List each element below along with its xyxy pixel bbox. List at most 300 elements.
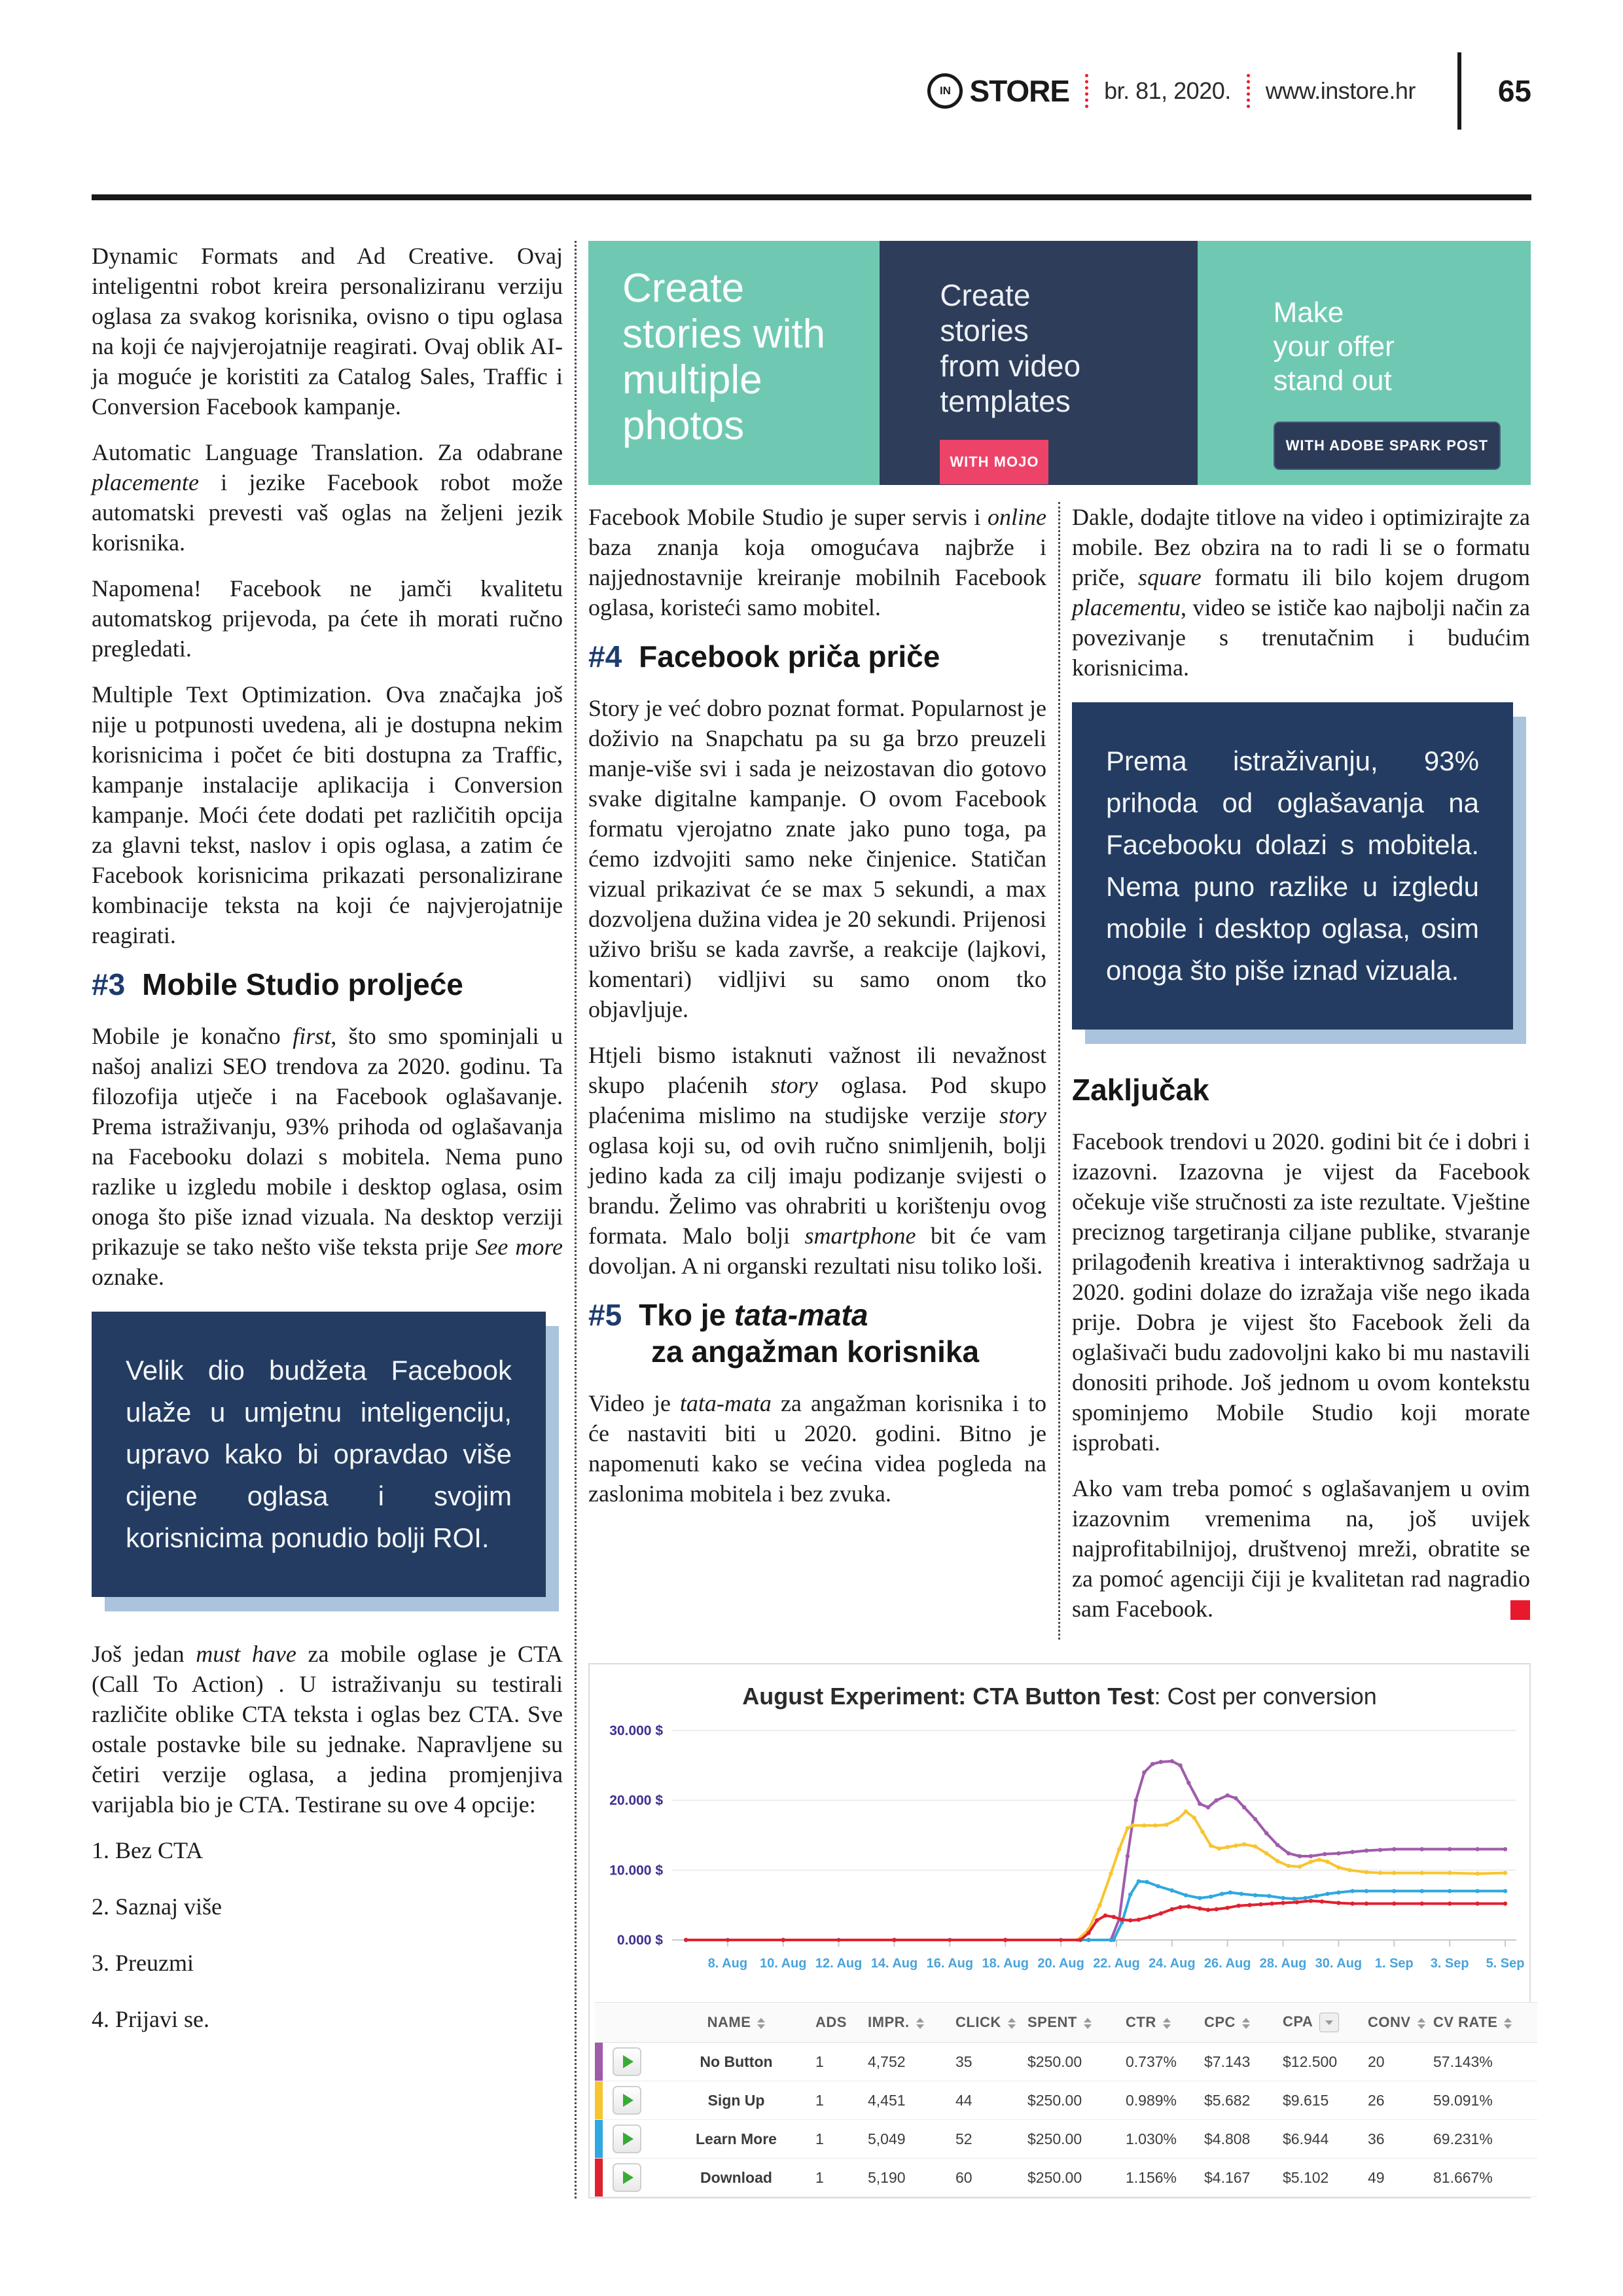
data-point-marker	[1309, 1899, 1313, 1903]
right-zone	[588, 241, 1531, 2198]
data-point-marker	[1364, 1889, 1368, 1893]
table-row	[595, 2081, 1537, 2120]
data-point-marker	[1184, 1893, 1188, 1897]
table-cell: 1	[815, 2120, 867, 2159]
data-point-marker	[1142, 1770, 1146, 1774]
data-point-marker	[1170, 1907, 1174, 1911]
table-cell: 59.091%	[1433, 2081, 1537, 2120]
data-point-marker	[1200, 1830, 1204, 1834]
play-button[interactable]	[613, 2086, 641, 2115]
column-header-conv	[1367, 2003, 1433, 2043]
table-cell: 4,752	[867, 2043, 955, 2081]
text-run: oglasa. Pod skupo plaćenima mislimo na studijske verzije	[588, 1072, 1047, 1128]
data-point-marker	[1303, 1896, 1307, 1900]
data-point-marker	[1325, 1859, 1329, 1863]
text-run: Ako vam treba pomoć s oglašavanjem u ovim izazovnim vremenima na, još uvijek najprofitabilnijoj, društvenoj mreži, obratite se za pomoć agenciji čiji je kvalitetan rad nagradio sam Facebook.	[1072, 1475, 1530, 1622]
italic-text: placemente	[92, 469, 199, 495]
sort-up-icon	[916, 2018, 924, 2022]
x-axis-tick-label: 1. Sep	[1374, 1956, 1414, 1971]
x-axis-tick-label: 30. Aug	[1315, 1956, 1363, 1971]
table-cell: 81.667%	[1433, 2159, 1537, 2197]
table-cell: 60	[955, 2159, 1027, 2197]
list-item: 1. Bez CTA	[92, 1837, 204, 1863]
data-point-marker	[1350, 1850, 1354, 1854]
issue-number: br. 81, 2020.	[1104, 77, 1231, 104]
column-header-label: IMPR.	[868, 2014, 910, 2030]
cta-chart-svg	[595, 1714, 1524, 1996]
table-cell: $4.808	[1204, 2120, 1282, 2159]
table-cell: 49	[1367, 2159, 1433, 2197]
list-item: 3. Preuzmi	[92, 1950, 194, 1976]
x-axis-tick-label: 16. Aug	[926, 1956, 974, 1971]
sort-up-icon	[1084, 2018, 1092, 2022]
text-run: Story je već dobro poznat format. Popularnost je doživio na Snapchatu pa su ga brzo preuzeli manje-više svi i sada je neizostavan dio gotovo svake digitalne kampanje. O ovom Facebook formatu vjerojatno znate jako puno toga, pa ćemo izdvojiti samo neke činjenice. Statičan vizual prikazivat će se max 5 sekundi, a max dozvoljena dužina videa je 20 sekundi. Prijenosi uživo brišu se kada završe, a reakcije (lajkovi, komentari) vidljivi su samo onom tko objavljuje.	[588, 695, 1046, 1022]
data-point-marker	[1298, 1865, 1302, 1869]
data-point-marker	[1209, 1895, 1213, 1899]
data-point-marker	[1206, 1805, 1210, 1809]
chart-title-bold: August Experiment: CTA Button Test	[742, 1683, 1154, 1710]
section-heading	[92, 966, 563, 1003]
text-run: Mobile Studio proljeće	[142, 967, 463, 1001]
data-point-marker	[1159, 1760, 1163, 1764]
column-header-label: CPA	[1283, 2013, 1313, 2030]
data-point-marker	[1112, 1915, 1116, 1919]
data-point-marker	[1103, 1914, 1107, 1918]
data-point-marker	[1420, 1901, 1424, 1905]
data-point-marker	[1109, 1872, 1113, 1876]
x-axis-tick-label: 20. Aug	[1037, 1956, 1084, 1971]
data-point-marker	[1186, 1905, 1190, 1909]
data-point-marker	[1128, 1893, 1132, 1897]
section-heading	[588, 638, 1046, 675]
data-point-marker	[1503, 1847, 1507, 1851]
text-run: i jezike Facebook robot može automatski prevesti vaš oglas na željeni jezik korisnika.	[92, 469, 563, 556]
column-header-label: CONV	[1368, 2014, 1411, 2030]
data-point-marker	[1287, 1852, 1291, 1856]
table-cell: $12.500	[1282, 2043, 1367, 2081]
table-cell: $7.143	[1204, 2043, 1282, 2081]
table-cell: $250.00	[1027, 2120, 1125, 2159]
list-item: 4. Prijavi se.	[92, 2006, 209, 2032]
column-header-cpa	[1282, 2003, 1367, 2043]
data-point-marker	[1392, 1889, 1396, 1893]
table-header-spacer	[595, 2003, 658, 2043]
data-point-marker	[1137, 1918, 1141, 1922]
quote-box: Velik dio budžeta Facebook ulaže u umjetnu inteligenciju, upravo kako bi opravdao više cijene oglasa i svojim korisnicima ponudio bolji ROI.	[92, 1312, 546, 1597]
italic-text: See more	[475, 1234, 563, 1260]
text-run: baza znanja koja omogućava najbrže i najjednostavnije kreiranje mobilnih Facebook oglasa, koristeći samo mobitel.	[588, 534, 1046, 620]
data-point-marker	[1267, 1894, 1271, 1898]
data-point-marker	[1217, 1846, 1221, 1850]
row-name: Download	[658, 2159, 815, 2197]
x-axis-tick-label: 10. Aug	[759, 1956, 807, 1971]
series-color-stripe	[595, 2043, 603, 2081]
italic-text: first	[293, 1023, 331, 1049]
data-point-marker	[1298, 1854, 1302, 1858]
x-axis-tick-label: 18. Aug	[982, 1956, 1029, 1971]
italic-text: story	[999, 1102, 1046, 1128]
data-point-marker	[1145, 1880, 1149, 1884]
column-header-label: CTR	[1126, 2014, 1156, 2030]
play-button[interactable]	[613, 2047, 641, 2076]
data-point-marker	[1309, 1854, 1313, 1858]
data-point-marker	[1095, 1918, 1099, 1922]
text-run: Zaključak	[1072, 1073, 1209, 1107]
sort-up-icon	[1504, 2018, 1512, 2022]
data-point-marker	[1392, 1847, 1396, 1851]
table-cell: 1	[815, 2081, 867, 2120]
data-point-marker	[1175, 1817, 1179, 1821]
data-point-marker	[1420, 1889, 1424, 1893]
data-point-marker	[1220, 1892, 1224, 1895]
sort-icon[interactable]	[1008, 2018, 1016, 2029]
banner-line: photos	[622, 403, 745, 448]
table-cell: 1	[815, 2159, 867, 2197]
column-separator	[575, 241, 577, 2198]
table-cell: $250.00	[1027, 2081, 1125, 2120]
text-run: Automatic Language Translation. Za odabrane	[92, 439, 563, 465]
data-point-marker	[1215, 1907, 1219, 1911]
data-point-marker	[1112, 1938, 1116, 1942]
data-point-marker	[1003, 1938, 1007, 1942]
data-point-marker	[1226, 1906, 1230, 1910]
data-point-marker	[1336, 1852, 1340, 1856]
table-cell: 35	[955, 2043, 1027, 2081]
table-cell: 0.737%	[1125, 2043, 1204, 2081]
data-point-marker	[1242, 1842, 1246, 1846]
banner-line: templates	[940, 384, 1071, 418]
data-point-marker	[1142, 1823, 1146, 1827]
y-axis-tick-label: 0.000 $	[616, 1933, 663, 1948]
sort-up-icon	[1242, 2018, 1250, 2022]
data-point-marker	[1475, 1901, 1479, 1905]
data-point-marker	[1126, 1826, 1130, 1830]
text-run: Facebook trendovi u 2020. godini bit će i dobri i izazovni. Izazovna je vijest da Facebook očekuje više stručnosti za iste rezultate. Vještine preciznog targetiranja ciljane publike, stvaranje prilagođenih kreativa i interaktivnog sadržaja u 2020. godini dolaze do izražaja više nego ikada prije. Dobra je vijest što Facebook želi da oglašivači budu zadovoljni kako bi mu nastavili donositi prihode. Još jednom u ovom kontekstu spominjemo Mobile Studio koji morate isprobati.	[1072, 1128, 1530, 1456]
text-run: Još jedan	[92, 1641, 196, 1667]
page-number: 65	[1497, 74, 1531, 108]
data-point-marker	[1448, 1871, 1452, 1874]
sort-down-icon	[1008, 2024, 1016, 2029]
data-point-marker	[1215, 1799, 1219, 1803]
data-point-marker	[1148, 1915, 1152, 1919]
data-point-marker	[1503, 1901, 1507, 1905]
sort-down-icon	[1163, 2024, 1171, 2029]
table-cell: $5.682	[1204, 2081, 1282, 2120]
data-point-marker	[1336, 1890, 1340, 1894]
data-point-marker	[1392, 1871, 1396, 1874]
row-name: No Button	[658, 2043, 815, 2081]
y-axis-tick-label: 10.000 $	[609, 1863, 663, 1878]
cta-results-table	[595, 2002, 1537, 2197]
row-name: Sign Up	[658, 2081, 815, 2120]
data-point-marker	[1325, 1892, 1329, 1895]
banner-line: from video	[940, 349, 1081, 383]
sort-down-icon	[1504, 2024, 1512, 2029]
data-point-marker	[1350, 1901, 1354, 1905]
banner-line: stories with	[622, 312, 826, 357]
data-point-marker	[1364, 1901, 1368, 1905]
data-point-marker	[1237, 1904, 1241, 1908]
table-cell: 57.143%	[1433, 2043, 1537, 2081]
article-paragraph	[92, 437, 563, 558]
section-heading	[588, 1297, 1046, 1370]
article-paragraph	[588, 1040, 1046, 1281]
play-icon	[623, 2132, 633, 2145]
data-point-marker	[1198, 1907, 1202, 1910]
header-divider-dots	[1247, 74, 1250, 108]
italic-text: placementu	[1072, 594, 1181, 620]
data-point-marker	[1117, 1847, 1121, 1851]
article-paragraph	[588, 1388, 1046, 1509]
text-run: oglasa koji su, od ovih ručno snimljenih, bolji jedino kada za cilj imaju podizanje svijesti o brandu. Želimo vas ohrabriti u korištenju ovog formata. Malo bolji	[588, 1132, 1046, 1249]
data-point-marker	[1128, 1918, 1132, 1922]
play-button[interactable]	[613, 2163, 641, 2192]
data-point-marker	[1503, 1871, 1507, 1874]
data-point-marker	[1281, 1901, 1285, 1905]
text-run: Mobile je konačno	[92, 1023, 293, 1049]
banner-line: Make	[1273, 296, 1344, 329]
italic-text: story	[770, 1072, 818, 1098]
sort-icon[interactable]	[757, 2018, 765, 2029]
text-run: Multiple Text Optimization. Ova značajka još nije u potpunosti uvedena, ali je dostupna nekim korisnicima i počet će biti dostupna za Traffic, kampanje instalacije aplikacija i Conversion kampanje. Moći ćete dodati pet različitih opcija za glavni tekst, naslov i opis oglasa, a zatim će Facebook korisnicima prikazati personalizirane kombinacije teksta na koji će najvjerojatnije reagirati.	[92, 681, 563, 948]
data-point-marker	[1253, 1817, 1257, 1821]
x-axis-tick-label: 22. Aug	[1093, 1956, 1140, 1971]
italic-text: tata-mata	[734, 1298, 868, 1332]
x-axis-tick-label: 26. Aug	[1204, 1956, 1251, 1971]
x-axis-tick-label: 14. Aug	[870, 1956, 918, 1971]
table-cell: 4,451	[867, 2081, 955, 2120]
data-point-marker	[1170, 1759, 1174, 1763]
series-color-stripe	[595, 2120, 603, 2159]
data-point-marker	[1347, 1868, 1351, 1872]
text-run: Facebook Mobile Studio je super servis i	[588, 504, 988, 530]
text-run: Tko je	[639, 1298, 734, 1332]
data-point-marker	[1270, 1901, 1274, 1905]
sort-up-icon	[1418, 2018, 1425, 2022]
sort-icon[interactable]	[1084, 2018, 1092, 2029]
play-cell	[603, 2043, 658, 2081]
article-paragraph	[92, 1639, 563, 1820]
x-axis-tick-label: 12. Aug	[815, 1956, 863, 1971]
heading-text-line2	[651, 1333, 1046, 1370]
table-row	[595, 2159, 1537, 2197]
italic-text: tata-mata	[679, 1390, 772, 1416]
table-cell: 20	[1367, 2043, 1433, 2081]
x-axis-tick-label: 3. Sep	[1430, 1956, 1469, 1971]
banner-line: stories	[940, 314, 1029, 348]
sort-icon[interactable]	[1242, 2018, 1250, 2029]
data-point-marker	[1475, 1847, 1479, 1851]
table-cell: $4.167	[1204, 2159, 1282, 2197]
website-url: www.instore.hr	[1265, 77, 1416, 104]
chart-title	[595, 1683, 1524, 1710]
table-cell: $9.615	[1282, 2081, 1367, 2120]
play-icon	[623, 2055, 633, 2068]
data-point-marker	[1323, 1852, 1327, 1856]
text-run: Napomena! Facebook ne jamči kvalitetu automatskog prijevoda, pa ćete ih morati ručno pregledati.	[92, 575, 563, 662]
data-point-marker	[1198, 1896, 1202, 1900]
table-cell: 5,190	[867, 2159, 955, 2197]
x-axis-tick-label: 28. Aug	[1259, 1956, 1307, 1971]
banner-panel	[880, 241, 1197, 485]
article-body	[92, 241, 1531, 2198]
article-paragraph	[1072, 1126, 1530, 1458]
y-axis-tick-label: 20.000 $	[609, 1793, 663, 1808]
data-point-marker	[1242, 1805, 1246, 1809]
data-point-marker	[1392, 1901, 1396, 1905]
text-run: za angažman korisnika i to će nastaviti biti u 2020. godini. Bitno je napomenuti kako se većina videa pogleda na zaslonima mobitela i bez zvuka.	[588, 1390, 1047, 1507]
column-header-ctr	[1125, 2003, 1204, 2043]
column-header-cvrate	[1433, 2003, 1537, 2043]
active-sort-button[interactable]	[1319, 2013, 1339, 2032]
data-point-marker	[1264, 1831, 1268, 1835]
data-point-marker	[1134, 1799, 1138, 1803]
table-cell: $5.102	[1282, 2159, 1367, 2197]
data-point-marker	[1317, 1857, 1321, 1861]
table-cell: $250.00	[1027, 2043, 1125, 2081]
table-cell: 5,049	[867, 2120, 955, 2159]
table-cell: 1.030%	[1125, 2120, 1204, 2159]
play-cell	[603, 2159, 658, 2197]
heading-text	[1072, 1073, 1209, 1107]
table-cell: $6.944	[1282, 2120, 1367, 2159]
banner-panel	[1198, 241, 1531, 485]
column-header-label: SPENT	[1027, 2014, 1077, 2030]
data-point-marker	[1097, 1903, 1101, 1907]
list-item: 2. Saznaj više	[92, 1893, 222, 1920]
play-icon	[623, 2094, 633, 2107]
article-end-marker	[1510, 1600, 1530, 1620]
data-point-marker	[1320, 1899, 1324, 1903]
data-point-marker	[1209, 1844, 1213, 1848]
sort-icon[interactable]	[1163, 2018, 1171, 2029]
data-point-marker	[1336, 1901, 1340, 1905]
section-heading	[1072, 1071, 1530, 1108]
data-point-marker	[1275, 1859, 1279, 1863]
italic-text: online	[988, 504, 1046, 530]
data-point-marker	[1448, 1889, 1452, 1893]
sort-down-icon	[1242, 2024, 1250, 2029]
data-point-marker	[1228, 1890, 1232, 1894]
text-run: za angažman korisnika	[651, 1335, 980, 1369]
text-run: bit će vam dovoljan. A ni organski rezultati nisu toliko loši.	[588, 1223, 1046, 1279]
data-point-marker	[1287, 1864, 1291, 1868]
series-color-stripe	[595, 2159, 603, 2197]
sort-down-icon	[1084, 2024, 1092, 2029]
data-point-marker	[1153, 1823, 1157, 1827]
table-cell: 44	[955, 2081, 1027, 2120]
table-cell: 1.156%	[1125, 2159, 1204, 2197]
play-icon	[623, 2171, 633, 2184]
data-point-marker	[1240, 1892, 1243, 1895]
heading-text	[639, 639, 940, 673]
x-axis-tick-label: 5. Sep	[1486, 1956, 1524, 1971]
column-header-spent	[1027, 2003, 1125, 2043]
data-point-marker	[1503, 1889, 1507, 1893]
column-separator	[1058, 502, 1060, 1640]
data-point-marker	[1226, 1793, 1230, 1797]
chart-title-rest: : Cost per conversion	[1154, 1683, 1377, 1710]
data-point-marker	[1275, 1843, 1279, 1847]
banner-line: stand out	[1273, 365, 1392, 397]
cta-options-list	[92, 1835, 563, 2034]
instore-logo-icon: IN	[927, 73, 963, 109]
data-point-marker	[1264, 1852, 1268, 1856]
banner-line: Create	[940, 278, 1031, 312]
data-point-marker	[1120, 1918, 1124, 1922]
data-point-marker	[1420, 1871, 1424, 1874]
text-run: oznake.	[92, 1264, 164, 1290]
text-run: Dakle, dodajte titlove na video i optimizirajte za mobile. Bez obzira na to radi li se o formatu priče,	[1072, 504, 1530, 590]
banner-line: Create	[622, 266, 745, 311]
data-point-marker	[1364, 1848, 1368, 1852]
text-run: Htjeli bismo istaknuti važnost ili nevažnost skupo plaćenih	[588, 1042, 1046, 1098]
data-point-marker	[1150, 1762, 1154, 1766]
text-run: Dynamic Formats and Ad Creative. Ovaj inteligentni robot kreira personaliziranu verziju oglasa za svakog korisnika, ovisno o tipu oglasa na koji će najvjerojatnije reagirati. Ovaj oblik AI-ja moguće je koristiti za Catalog Sales, Traffic i Conversion Facebook kampanje.	[92, 243, 563, 420]
data-point-marker	[1378, 1848, 1382, 1852]
data-point-marker	[1184, 1810, 1188, 1814]
data-point-marker	[1295, 1900, 1299, 1904]
sort-icon[interactable]	[1504, 2018, 1512, 2029]
data-point-marker	[1131, 1823, 1135, 1827]
sort-down-icon	[916, 2024, 924, 2029]
text-run: , što smo spominjali u našoj analizi SEO trendova za 2020. godinu. Ta filozofija utječe i na Facebook oglašavanje. Prema istraživanju, 93% prihoda od oglašavanja na Facebooku dolazi s mobitela. Nema puno razlike u izgledu mobile i desktop oglasa, osim onoga što piše iznad vizuala. Na desktop verziji prikazuje se tako nešto više teksta prije	[92, 1023, 563, 1260]
column-header-ads	[815, 2003, 867, 2043]
data-point-marker	[1234, 1844, 1238, 1848]
header-divider-bar	[1457, 52, 1461, 130]
data-point-marker	[1079, 1938, 1082, 1942]
data-point-marker	[1226, 1845, 1230, 1849]
table-cell: 0.989%	[1125, 2081, 1204, 2120]
sort-icon[interactable]	[916, 2018, 924, 2029]
data-point-marker	[1234, 1796, 1238, 1800]
text-run: Video je	[588, 1390, 680, 1416]
play-cell	[603, 2081, 658, 2120]
cta-experiment-chart	[588, 1663, 1531, 2198]
data-point-marker	[1253, 1893, 1257, 1897]
data-point-marker	[1292, 1897, 1296, 1901]
data-point-marker	[1350, 1889, 1354, 1893]
text-run: Facebook priča priče	[639, 639, 940, 673]
quote-box: Prema istraživanju, 93% prihoda od oglašavanja na Facebooku dolazi s mobitela. Nema puno razlike u izgledu mobile i desktop oglasa, osim onoga što piše iznad vizuala.	[1072, 702, 1513, 1030]
article-paragraph	[1072, 502, 1530, 683]
heading-text	[142, 967, 463, 1001]
column-header-name	[658, 2003, 815, 2043]
data-point-marker	[781, 1938, 785, 1942]
italic-text: square	[1138, 564, 1202, 590]
row-name: Learn More	[658, 2120, 815, 2159]
data-point-marker	[1378, 1871, 1382, 1874]
table-cell: 26	[1367, 2081, 1433, 2120]
data-point-marker	[1086, 1931, 1090, 1935]
data-point-marker	[1364, 1870, 1368, 1874]
chart-series-line-learn-more	[686, 1881, 1505, 1940]
data-point-marker	[1164, 1823, 1168, 1827]
data-point-marker	[1253, 1844, 1257, 1848]
text-run: , video se ističe kao najbolji način za povezivanje s trenutačnim i budućim korisnicima.	[1072, 594, 1530, 681]
column-header-cpc	[1204, 2003, 1282, 2043]
x-axis-tick-label: 24. Aug	[1149, 1956, 1196, 1971]
table-header-row	[595, 2003, 1537, 2043]
article-paragraph	[92, 679, 563, 950]
sort-down-icon	[757, 2024, 765, 2029]
banner-line: multiple	[622, 357, 762, 403]
sort-down-icon	[1418, 2024, 1425, 2029]
play-cell	[603, 2120, 658, 2159]
column-header-label: NAME	[707, 2014, 751, 2030]
play-button[interactable]	[613, 2125, 641, 2153]
sort-icon[interactable]	[1418, 2018, 1425, 2029]
